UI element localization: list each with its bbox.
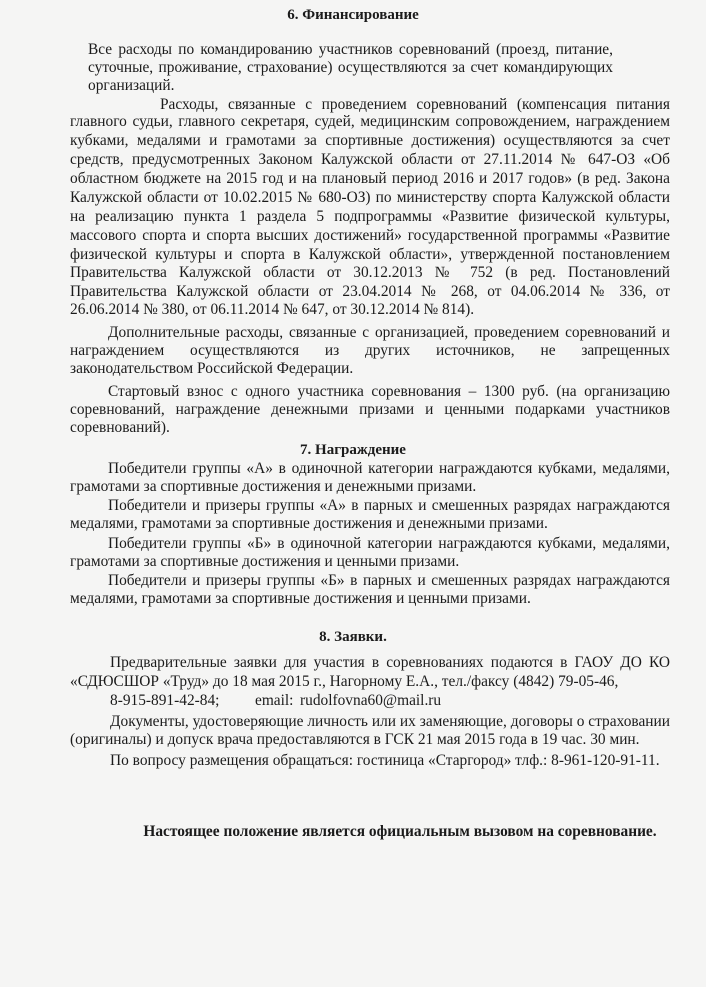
s8-email-label: email: bbox=[255, 692, 294, 709]
s6-p4-line-1: Стартовый взнос с одного участника соревнования – 1300 руб. (на организацию bbox=[108, 383, 670, 400]
s6-p2-line-10: Правительства Калужской области от 30.12.2013 № 752 (в ред. Постановлений bbox=[70, 264, 670, 281]
s8-p2-line-1: Документы, удостоверяющие личность или их заменяющие, договоры о страховании bbox=[110, 713, 670, 730]
s7-p1-line-2: грамотами за спортивные достижения и денежными призами. bbox=[70, 478, 477, 495]
s8-p1-line-1: Предварительные заявки для участия в соревнованиях подаются в ГАОУ ДО КО bbox=[110, 654, 670, 671]
s6-p3-line-3: законодательством Российской Федерации. bbox=[70, 360, 354, 377]
s6-p1-line-3: организаций. bbox=[88, 77, 175, 94]
section-7-heading: 7. Награждение bbox=[300, 442, 406, 458]
s6-p2-line-11: Правительства Калужской области от 23.04.2014 № 268, от 04.06.2014 № 336, от bbox=[70, 283, 670, 300]
s8-p1-line-2: «СДЮСШОР «Труд» до 18 мая 2015 г., Нагорному Е.А., тел./факсу (4842) 79-05-46, bbox=[70, 673, 619, 690]
s7-p4-line-2: медалями, грамотами за спортивные достижения и ценными призами. bbox=[70, 590, 531, 607]
s7-p2-line-1: Победители и призеры группы «А» в парных и смешенных разрядах награждаются bbox=[108, 497, 670, 514]
s7-p3-line-1: Победители группы «Б» в одиночной категории награждаются кубками, медалями, bbox=[108, 535, 670, 552]
s6-p2-line-7: на реализацию пункта 1 раздела 5 подпрограммы «Развитие физической культуры, bbox=[70, 208, 670, 225]
s6-p2-line-9: физической культуры и спорта в Калужской области», утвержденной постановлением bbox=[70, 246, 670, 263]
s6-p4-line-2: соревнований, награждение денежными призами и ценными подарками участников bbox=[70, 401, 670, 418]
s6-p2-line-3: кубками, медалями и грамотами за спортивные достижения) осуществляются за счет bbox=[70, 132, 670, 149]
s6-p2-line-5: областном бюджете на 2015 год и на плановый период 2016 и 2017 годов» (в ред. Закона bbox=[70, 170, 670, 187]
section-8-heading: 8. Заявки. bbox=[319, 629, 387, 645]
s8-p2-line-2: (оригиналы) и допуск врача предоставляются в ГСК 21 мая 2015 года в 19 час. 30 мин. bbox=[70, 731, 640, 748]
s6-p2-line-8: массового спорта и спорта высших достижений» государственной программы «Развитие bbox=[70, 227, 670, 244]
s6-p2-line-2: главного судьи, главного секретаря, судей, медицинским сопровождением, награждением bbox=[70, 113, 670, 130]
s6-p1-line-1: Все расходы по командированию участников соревнований (проезд, питание, bbox=[88, 41, 613, 58]
s7-p3-line-2: грамотами за спортивные достижения и ценными призами. bbox=[70, 553, 460, 570]
s6-p2-line-1: Расходы, связанные с проведением соревнований (компенсация питания bbox=[160, 96, 670, 113]
s7-p2-line-2: медалями, грамотами за спортивные достижения и денежными призами. bbox=[70, 515, 548, 532]
s6-p1-line-2: суточные, проживание, страхование) осуществляются за счет командирующих bbox=[88, 59, 613, 76]
s6-p2-line-12: 26.06.2014 № 380, от 06.11.2014 № 647, от 30.12.2014 № 814). bbox=[70, 301, 475, 318]
s6-p4-line-3: соревнований). bbox=[70, 419, 170, 436]
s6-p3-line-2: награждением осуществляются из других источников, не запрещенных bbox=[70, 342, 670, 359]
s8-p3: По вопросу размещения обращаться: гостиница «Старгород» тлф.: 8-961-120-91-11. bbox=[110, 752, 660, 769]
s7-p1-line-1: Победители группы «А» в одиночной категории награждаются кубками, медалями, bbox=[108, 460, 670, 477]
final-statement: Настоящее положение является официальным вызовом на соревнование. bbox=[143, 823, 657, 840]
s8-phone: 8-915-891-42-84; bbox=[110, 692, 220, 709]
s6-p2-line-4: средств, предусмотренных Законом Калужской области от 27.11.2014 № 647-ОЗ «Об bbox=[70, 151, 670, 168]
s7-p4-line-1: Победители и призеры группы «Б» в парных и смешенных разрядах награждаются bbox=[108, 572, 670, 589]
s8-email-link[interactable]: rudolfovna60@mail.ru bbox=[300, 692, 442, 709]
s6-p3-line-1: Дополнительные расходы, связанные с организацией, проведением соревнований и bbox=[108, 324, 670, 341]
s6-p2-line-6: Калужской области от 10.02.2015 № 680-ОЗ) по министерству спорта Калужской области bbox=[70, 189, 670, 206]
section-6-heading: 6. Финансирование bbox=[287, 7, 419, 23]
